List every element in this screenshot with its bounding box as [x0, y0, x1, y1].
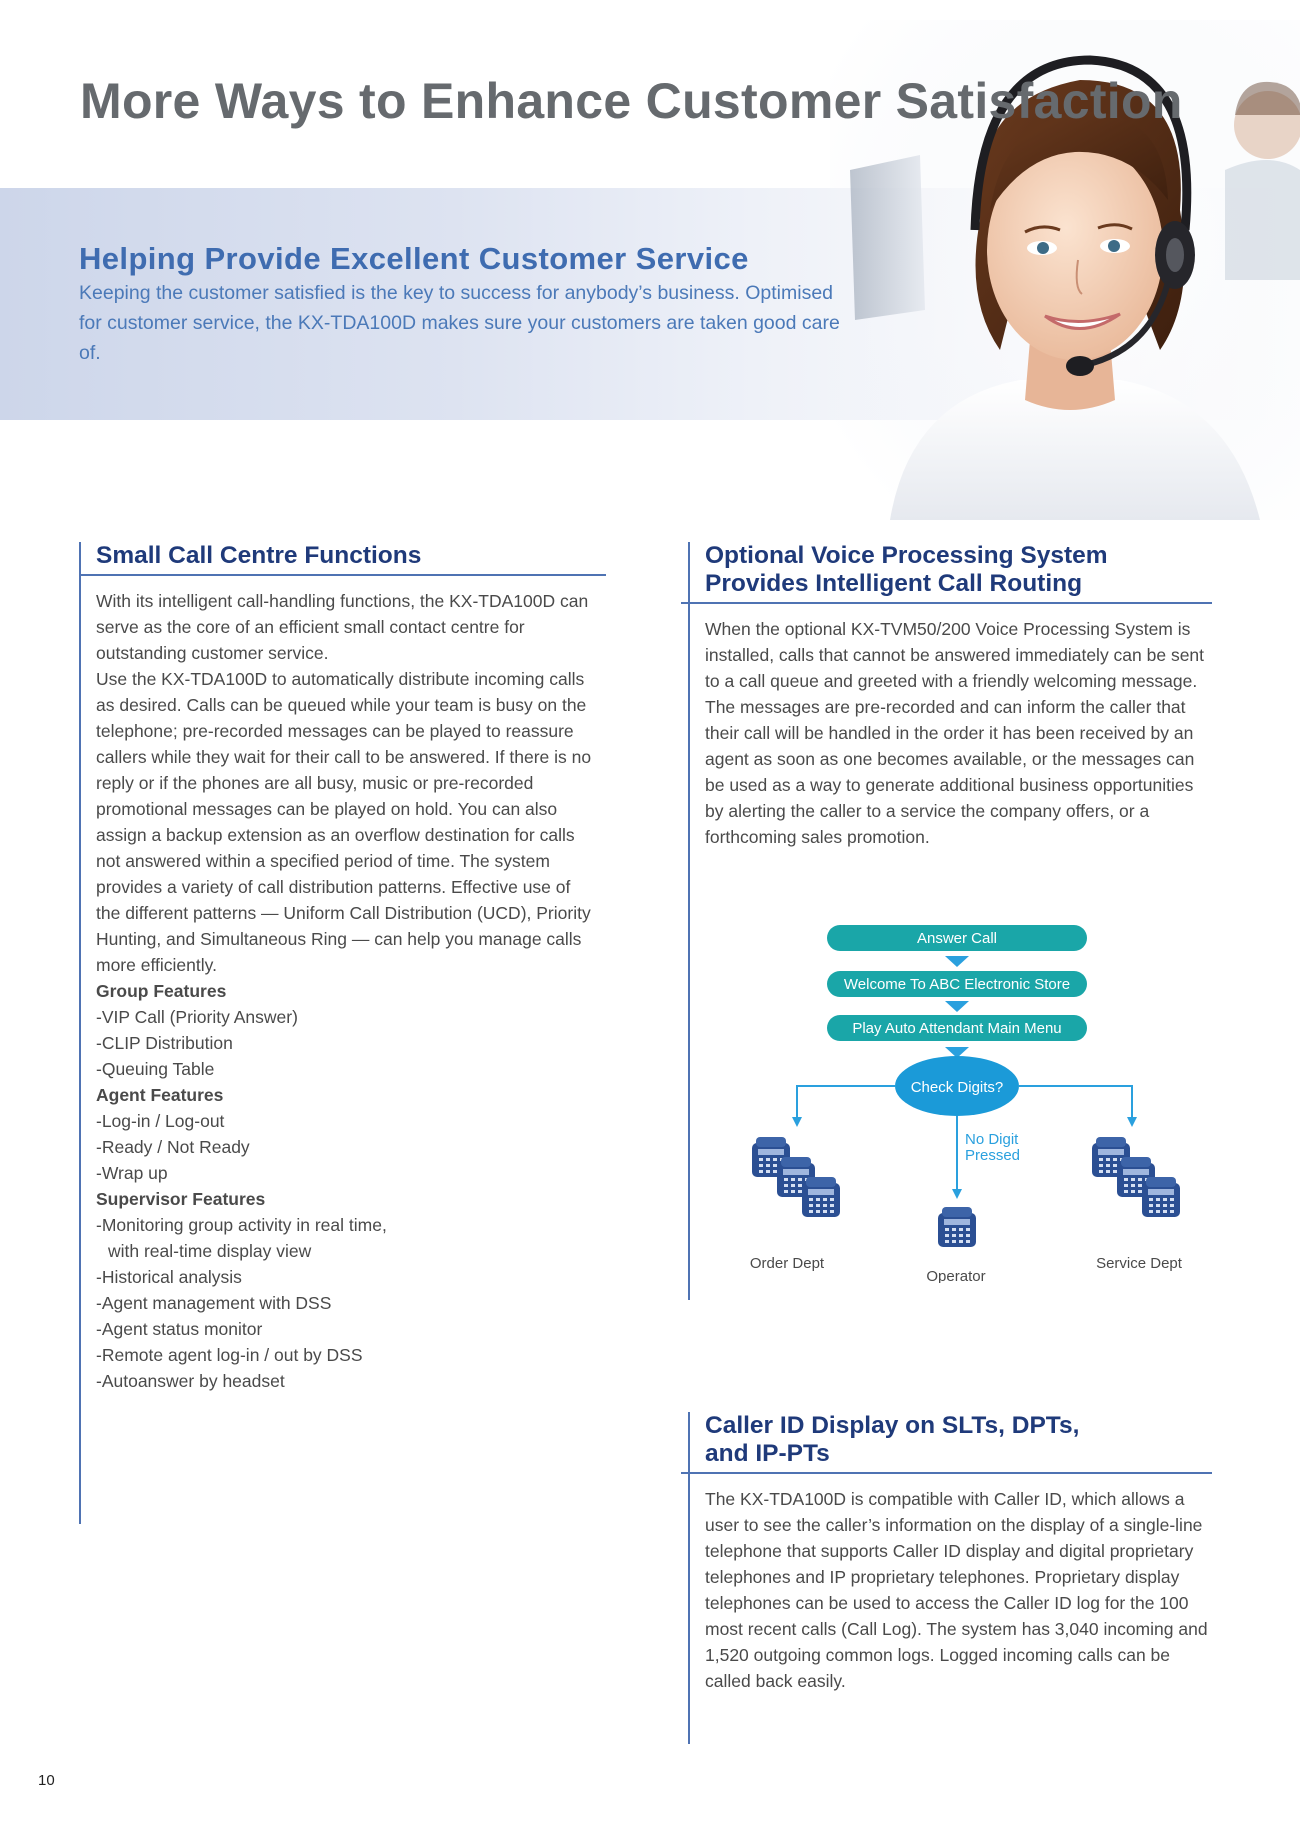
no-digit-label-line2: Pressed [965, 1147, 1021, 1164]
small-call-centre-heading: Small Call Centre Functions [81, 542, 606, 576]
flow-arrow-head [792, 1117, 802, 1127]
feature-item: -Agent status monitor [96, 1319, 263, 1339]
feature-item: with real-time display view [108, 1241, 312, 1261]
phone-icon [802, 1177, 840, 1217]
voice-processing-paragraph: When the optional KX-TVM50/200 Voice Processing System is installed, calls that cannot be answered immediately can be sent to a call queue and greeted with a friendly welcoming message. The messages are pre-recorded and can inform the caller that their call will be handled in the order it has been received by an agent as soon as one becomes available, or the messages can be used as a way to generate additional business opportunities by alerting the caller to a service the company offers, or a forthcoming sales promotion. [705, 619, 1205, 847]
hero-heading: Helping Provide Excellent Customer Service [79, 241, 749, 276]
agent-features-title: Agent Features [96, 1085, 224, 1105]
voice-processing-body [690, 604, 1212, 850]
voice-processing-heading-line1: Optional Voice Processing System [705, 542, 1108, 569]
flow-step-menu-label: Play Auto Attendant Main Menu [852, 1020, 1062, 1037]
call-routing-flowchart [737, 923, 1209, 1283]
feature-item: -Historical analysis [96, 1267, 242, 1287]
caller-id-paragraph: The KX-TDA100D is compatible with Caller ID, which allows a user to see the caller’s information on the display of a single-line telephone that supports Caller ID display and digital proprietary telephones and IP proprietary telephones. Proprietary display telephones can be used to access the Caller ID log for the 100 most recent calls (Call Log). The system has 3,040 incoming and 1,520 outgoing common logs. Logged incoming calls can be called back easily. [705, 1489, 1208, 1691]
flow-arrow-head [1127, 1117, 1137, 1127]
feature-item: -Remote agent log-in / out by DSS [96, 1345, 363, 1365]
order-dept-label: Order Dept [749, 1255, 825, 1272]
flow-branch-left [797, 1086, 895, 1119]
feature-item: -Wrap up [96, 1163, 168, 1183]
feature-item: -VIP Call (Priority Answer) [96, 1007, 298, 1027]
service-dept-label: Service Dept [1096, 1255, 1182, 1272]
small-call-centre-section [79, 542, 606, 1524]
distribution-paragraph: Use the KX-TDA100D to automatically distribute incoming calls as desired. Calls can be queued while your team is busy on the telephone; pre-recorded messages can be played to reassure callers while they wait for their call to be answered. If there is no reply or if the phones are all busy, music or pre-recorded promotional messages can be played on hold. You can also assign a backup extension as an overflow destination for calls not answered within a specified period of time. The system provides a variety of call distribution patterns. Effective use of the different patterns — Uniform Call Distribution (UCD), Priority Hunting, and Simultaneous Ring — can help you manage calls more efficiently. [96, 669, 592, 975]
caller-id-heading-line1: Caller ID Display on SLTs, DPTs, [705, 1412, 1080, 1439]
feature-item: -Queuing Table [96, 1059, 215, 1079]
page-number: 10 [38, 1772, 55, 1789]
caller-id-heading [681, 1412, 1212, 1474]
phone-icon [1142, 1177, 1180, 1217]
feature-item: -Monitoring group activity in real time, [96, 1215, 387, 1235]
flow-arrow-head [952, 1189, 962, 1199]
operator-label: Operator [926, 1268, 986, 1283]
flow-branch-right [1019, 1086, 1132, 1119]
intro-paragraph: With its intelligent call-handling functions, the KX-TDA100D can serve as the core of an efficient small contact centre for outstanding customer service. [96, 591, 589, 663]
caller-id-heading-line2: and IP-PTs [705, 1440, 830, 1467]
feature-item: -Agent management with DSS [96, 1293, 332, 1313]
feature-item: -Log-in / Log-out [96, 1111, 225, 1131]
feature-item: -Ready / Not Ready [96, 1137, 250, 1157]
feature-item: -Autoanswer by headset [96, 1371, 285, 1391]
voice-processing-heading-line2: Provides Intelligent Call Routing [705, 570, 1083, 597]
voice-processing-heading [681, 542, 1212, 604]
feature-item: -CLIP Distribution [96, 1033, 233, 1053]
hero-body: Keeping the customer satisfied is the key to success for anybody’s business. Optimised for customer service, the KX-TDA100D makes sure your customers are taken good care of. [79, 282, 840, 364]
caller-id-body [690, 1474, 1212, 1694]
no-digit-label-line1: No Digit [965, 1131, 1019, 1148]
flow-decision-label: Check Digits? [910, 1079, 1004, 1096]
flow-arrow-down [945, 1001, 969, 1012]
supervisor-features-title: Supervisor Features [96, 1189, 266, 1209]
small-call-centre-body [81, 576, 606, 1394]
page-title: More Ways to Enhance Customer Satisfaction [80, 73, 1183, 129]
phone-icon [938, 1207, 976, 1247]
group-features-title: Group Features [96, 981, 227, 1001]
flow-arrow-down [945, 956, 969, 967]
caller-id-section [688, 1412, 1212, 1744]
flow-step-welcome-label: Welcome To ABC Electronic Store [843, 976, 1071, 993]
flow-step-answer-label: Answer Call [916, 930, 998, 947]
